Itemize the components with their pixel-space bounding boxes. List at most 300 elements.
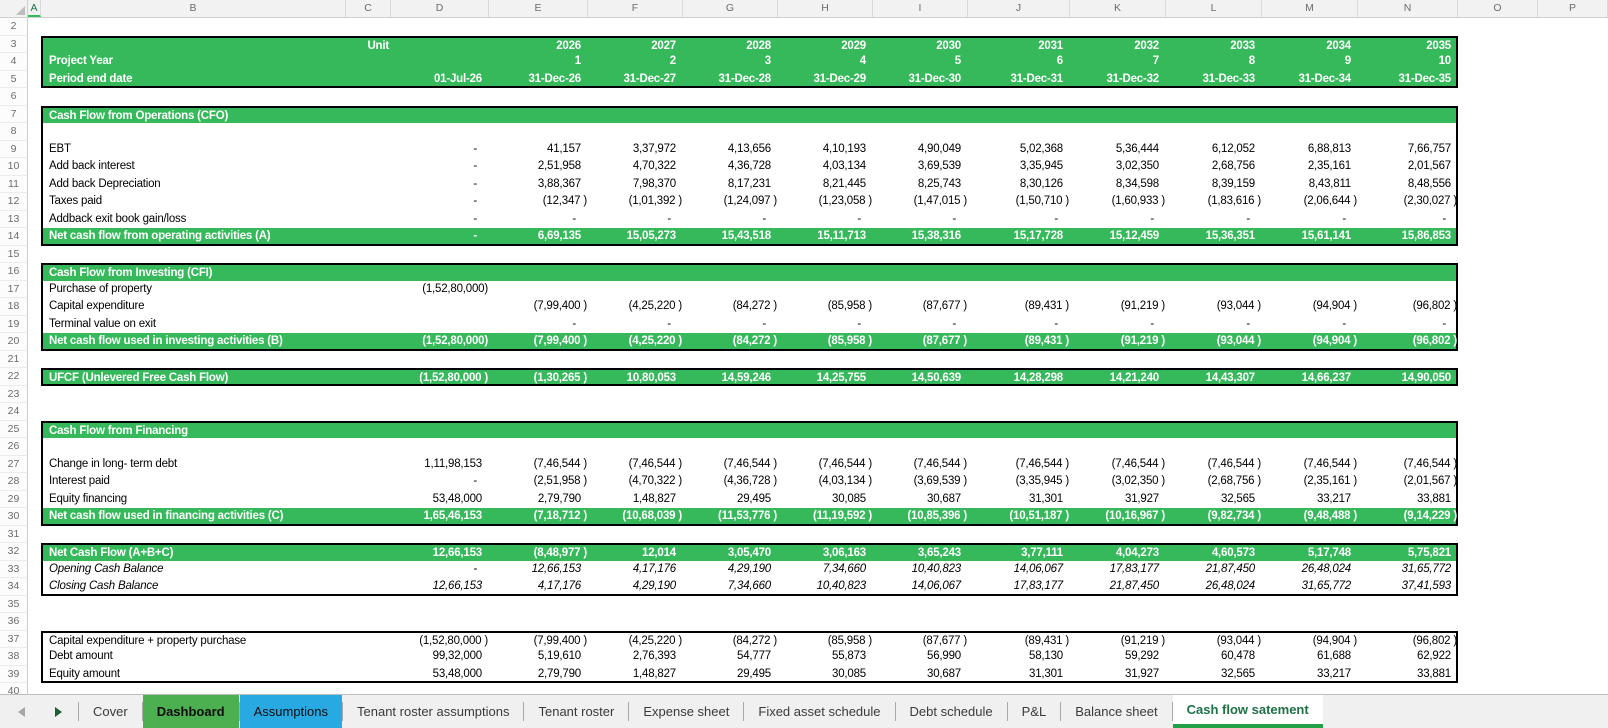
cell-value[interactable]: 3 xyxy=(764,55,771,67)
cell-value[interactable]: (94,904 ) xyxy=(1312,335,1357,347)
cell-value[interactable]: (7,46,544 ) xyxy=(628,457,682,470)
cell-unit[interactable] xyxy=(348,473,393,491)
cell-value[interactable]: 10,80,053 xyxy=(626,372,676,384)
cell-value[interactable]: 15,17,728 xyxy=(1013,230,1063,242)
cell-value[interactable]: (4,25,220 ) xyxy=(628,335,682,347)
cell-value[interactable]: 30,687 xyxy=(927,667,961,680)
cell-value[interactable]: 8,25,743 xyxy=(917,177,961,190)
cell-value[interactable]: (84,272 ) xyxy=(732,335,777,347)
cell-value[interactable]: 6,69,135 xyxy=(537,230,581,242)
column-header-n[interactable]: N xyxy=(1358,0,1458,17)
cell-value[interactable]: 2028 xyxy=(746,39,771,52)
column-a-spacer[interactable] xyxy=(28,176,41,194)
cell-value[interactable]: 29,495 xyxy=(737,667,771,680)
cell-value[interactable]: (11,19,592 ) xyxy=(813,510,872,522)
sheet-tab-fixed-asset-schedule[interactable]: Fixed asset schedule xyxy=(758,704,881,719)
cell-value[interactable]: 10,40,823 xyxy=(911,562,961,575)
cell-value[interactable]: 2033 xyxy=(1230,39,1255,52)
cell-value[interactable]: (93,044 ) xyxy=(1216,335,1261,347)
column-a-spacer[interactable] xyxy=(28,421,41,439)
cell-value[interactable]: (1,30,265 ) xyxy=(533,372,587,384)
cell-label[interactable]: Net cash flow used in investing activities (B) xyxy=(49,335,283,347)
cell-value[interactable]: (7,46,544 ) xyxy=(1111,457,1165,470)
cell-unit[interactable] xyxy=(348,438,393,456)
cell-value[interactable]: (10,16,967 ) xyxy=(1105,510,1165,522)
cell-value[interactable]: 2027 xyxy=(651,39,676,52)
cell-value[interactable]: - xyxy=(473,230,477,242)
cell-value[interactable]: 15,61,141 xyxy=(1301,230,1351,242)
cell-value[interactable]: - xyxy=(473,195,477,207)
cell-value[interactable]: - xyxy=(473,562,477,575)
cell-value[interactable]: - xyxy=(1442,317,1446,330)
section-title[interactable]: Cash Flow from Investing (CFI) xyxy=(49,267,213,279)
cell-value[interactable]: - xyxy=(1342,212,1346,225)
cell-value[interactable]: 15,05,273 xyxy=(626,230,676,242)
cell-value[interactable]: (3,35,945 ) xyxy=(1015,475,1069,487)
cell-value[interactable]: 12,014 xyxy=(642,547,676,559)
column-a-spacer[interactable] xyxy=(28,88,41,106)
column-a-spacer[interactable] xyxy=(28,508,41,526)
cell-value[interactable]: 31-Dec-27 xyxy=(623,72,676,85)
cell-value[interactable]: - xyxy=(952,212,956,225)
cell-value[interactable]: 3,37,972 xyxy=(632,142,676,155)
column-a-spacer[interactable] xyxy=(28,578,41,596)
sheet-tab-p-l[interactable]: P&L xyxy=(1021,704,1047,719)
cell-value[interactable]: - xyxy=(857,317,861,330)
cell-value[interactable] xyxy=(393,298,491,316)
cell-value[interactable] xyxy=(1264,281,1360,299)
cell-value[interactable] xyxy=(1168,438,1264,456)
column-a-spacer[interactable] xyxy=(28,596,41,614)
cell-value[interactable]: 8,34,598 xyxy=(1115,177,1159,190)
row-number[interactable]: 2 xyxy=(0,18,28,36)
cell-value[interactable]: 2026 xyxy=(556,39,581,52)
cell-value[interactable] xyxy=(393,316,491,334)
cell-value[interactable]: 4,60,573 xyxy=(1211,547,1255,559)
cell-label[interactable]: Add back interest xyxy=(49,160,135,172)
cell-value[interactable] xyxy=(1168,123,1264,141)
column-a-spacer[interactable] xyxy=(28,666,41,684)
cell-value[interactable]: 5,75,821 xyxy=(1407,547,1451,559)
cell-label[interactable]: Period end date xyxy=(49,72,133,85)
cell-value[interactable]: (1,60,933 ) xyxy=(1111,195,1165,207)
column-a-spacer[interactable] xyxy=(28,246,41,264)
cell-value[interactable]: (8,48,977 ) xyxy=(533,547,587,559)
cell-value[interactable]: 1,48,827 xyxy=(632,492,676,505)
cell-value[interactable]: - xyxy=(473,475,477,487)
cell-value[interactable]: (85,958 ) xyxy=(827,634,872,647)
cell-value[interactable]: 10,40,823 xyxy=(816,580,866,592)
cell-value[interactable]: (10,85,396 ) xyxy=(907,510,967,522)
cell-value[interactable] xyxy=(1360,438,1460,456)
cell-value[interactable]: (12,347 ) xyxy=(542,195,587,207)
cell-value[interactable]: 7,66,757 xyxy=(1407,142,1451,155)
column-a-spacer[interactable] xyxy=(28,123,41,141)
cell-value[interactable]: 31,65,772 xyxy=(1301,580,1351,592)
cell-value[interactable]: 31-Dec-29 xyxy=(813,72,866,85)
cell-value[interactable]: 1,11,98,153 xyxy=(424,457,482,470)
cell-value[interactable]: 3,65,243 xyxy=(917,547,961,559)
cell-value[interactable]: (9,48,488 ) xyxy=(1303,510,1357,522)
row-number[interactable]: 19 xyxy=(0,316,28,334)
cell-value[interactable]: (7,99,400 ) xyxy=(533,335,587,347)
cell-value[interactable]: - xyxy=(1150,317,1154,330)
column-a-spacer[interactable] xyxy=(28,193,41,211)
cell-value[interactable]: 8 xyxy=(1248,55,1255,67)
cell-value[interactable] xyxy=(590,281,685,299)
cell-value[interactable]: (87,677 ) xyxy=(922,335,967,347)
cell-label[interactable]: Opening Cash Balance xyxy=(49,562,164,575)
cell-value[interactable]: (10,51,187 ) xyxy=(1009,510,1069,522)
cell-value[interactable]: 31,301 xyxy=(1029,667,1063,680)
cell-value[interactable]: 15,12,459 xyxy=(1109,230,1159,242)
cell-value[interactable]: (7,46,544 ) xyxy=(723,457,777,470)
cell-value[interactable]: 14,43,307 xyxy=(1205,372,1255,384)
cell-value[interactable]: 14,66,237 xyxy=(1301,372,1351,384)
column-header-k[interactable]: K xyxy=(1070,0,1166,17)
cell-value[interactable]: 8,48,556 xyxy=(1407,177,1451,190)
row-number[interactable]: 27 xyxy=(0,456,28,474)
cell-value[interactable]: - xyxy=(1246,317,1250,330)
column-a-spacer[interactable] xyxy=(28,298,41,316)
column-header-o[interactable]: O xyxy=(1458,0,1538,17)
cell-value[interactable]: (1,24,097 ) xyxy=(723,195,777,207)
cell-value[interactable]: (2,35,161 ) xyxy=(1303,475,1357,487)
cell-value[interactable]: (2,51,958 ) xyxy=(533,475,587,487)
cell-value[interactable]: (9,14,229 ) xyxy=(1403,510,1457,522)
cell-value[interactable] xyxy=(1360,281,1460,299)
cell-value[interactable]: 2,01,567 xyxy=(1407,160,1451,172)
cell-value[interactable]: 17,83,177 xyxy=(1013,580,1063,592)
column-header-e[interactable]: E xyxy=(489,0,588,17)
cell-value[interactable]: (7,46,544 ) xyxy=(1303,457,1357,470)
cell-value[interactable]: 62,922 xyxy=(1417,650,1451,662)
row-number[interactable]: 4 xyxy=(0,53,28,71)
cell-value[interactable]: 6,88,813 xyxy=(1307,142,1351,155)
cell-value[interactable]: (2,06,644 ) xyxy=(1303,195,1357,207)
cell-label[interactable]: Capital expenditure + property purchase xyxy=(49,634,247,647)
column-header-m[interactable]: M xyxy=(1262,0,1358,17)
cell-value[interactable]: - xyxy=(473,212,477,225)
cell-value[interactable]: - xyxy=(762,317,766,330)
cell-value[interactable] xyxy=(685,438,780,456)
cell-value[interactable]: - xyxy=(1342,317,1346,330)
column-a-spacer[interactable] xyxy=(28,368,41,386)
cell-value[interactable]: 31-Dec-31 xyxy=(1010,72,1063,85)
cell-value[interactable]: 8,21,445 xyxy=(822,177,866,190)
cell-value[interactable]: 12,66,153 xyxy=(432,547,482,559)
row-number[interactable]: 3 xyxy=(0,36,28,54)
cell-value[interactable]: (1,01,392 ) xyxy=(628,195,682,207)
cell-value[interactable] xyxy=(1072,281,1168,299)
cell-value[interactable]: 4,03,134 xyxy=(822,160,866,172)
cell-value[interactable]: (2,01,567 ) xyxy=(1403,475,1457,487)
cell-value[interactable]: 58,130 xyxy=(1029,650,1063,662)
column-a-spacer[interactable] xyxy=(28,228,41,246)
column-a-spacer[interactable] xyxy=(28,53,41,71)
cell-value[interactable]: (7,46,544 ) xyxy=(818,457,872,470)
cell-value[interactable]: 21,87,450 xyxy=(1109,580,1159,592)
cell-value[interactable]: 8,17,231 xyxy=(727,177,771,190)
row-number[interactable]: 6 xyxy=(0,88,28,106)
row-number[interactable]: 32 xyxy=(0,543,28,561)
cell-unit[interactable] xyxy=(348,545,393,561)
cell-value[interactable]: (1,52,80,000) xyxy=(422,282,488,295)
column-header-h[interactable]: H xyxy=(778,0,873,17)
column-header-a[interactable]: A xyxy=(28,0,41,17)
cell-value[interactable]: 53,48,000 xyxy=(432,667,482,680)
cell-label[interactable]: Debt amount xyxy=(49,650,113,662)
chevron-left-icon[interactable] xyxy=(18,707,25,717)
cell-value[interactable]: 4,29,190 xyxy=(727,562,771,575)
cell-value[interactable]: (93,044 ) xyxy=(1216,300,1261,312)
cell-value[interactable]: 4,90,049 xyxy=(917,142,961,155)
cell-value[interactable]: 26,48,024 xyxy=(1301,562,1351,575)
cell-value[interactable]: 7,98,370 xyxy=(632,177,676,190)
row-number[interactable]: 17 xyxy=(0,281,28,299)
cell-label[interactable]: Project Year xyxy=(49,55,113,67)
cell-label[interactable]: Net cash flow from operating activities (A) xyxy=(49,230,271,242)
cell-value[interactable]: 31-Dec-33 xyxy=(1202,72,1255,85)
cell-label[interactable] xyxy=(43,123,348,141)
row-number[interactable]: 36 xyxy=(0,613,28,631)
column-header-j[interactable]: J xyxy=(968,0,1070,17)
cell-value[interactable]: 2,51,958 xyxy=(537,160,581,172)
cell-value[interactable]: (1,50,710 ) xyxy=(1015,195,1069,207)
cell-value[interactable] xyxy=(393,438,491,456)
cell-value[interactable]: 31-Dec-30 xyxy=(908,72,961,85)
cell-value[interactable]: 2,79,790 xyxy=(537,667,581,680)
row-number[interactable]: 16 xyxy=(0,263,28,281)
cell-value[interactable]: (1,83,616 ) xyxy=(1207,195,1261,207)
cell-value[interactable]: 15,36,351 xyxy=(1205,230,1255,242)
column-a-spacer[interactable] xyxy=(28,456,41,474)
column-a-spacer[interactable] xyxy=(28,631,41,649)
cell-unit[interactable] xyxy=(348,123,393,141)
row-number[interactable]: 24 xyxy=(0,403,28,421)
cell-value[interactable] xyxy=(590,438,685,456)
cell-value[interactable]: (96,802 ) xyxy=(1412,300,1457,312)
cell-value[interactable]: 14,90,050 xyxy=(1401,372,1451,384)
cell-value[interactable] xyxy=(590,123,685,141)
column-a-spacer[interactable] xyxy=(28,403,41,421)
column-a-spacer[interactable] xyxy=(28,106,41,124)
column-a-spacer[interactable] xyxy=(28,71,41,89)
cell-value[interactable]: (85,958 ) xyxy=(827,300,872,312)
cell-value[interactable]: - xyxy=(667,317,671,330)
sheet-tab-tenant-roster[interactable]: Tenant roster xyxy=(538,704,615,719)
row-number[interactable]: 11 xyxy=(0,176,28,194)
sheet-tab-assumptions[interactable]: Assumptions xyxy=(240,695,342,728)
row-number[interactable]: 20 xyxy=(0,333,28,351)
cell-value[interactable]: (96,802 ) xyxy=(1412,335,1457,347)
cell-label[interactable]: Terminal value on exit xyxy=(49,317,156,330)
cell-value[interactable]: (2,68,756 ) xyxy=(1207,475,1261,487)
cell-value[interactable]: 7,34,660 xyxy=(822,562,866,575)
column-a-spacer[interactable] xyxy=(28,18,41,36)
select-all-corner[interactable] xyxy=(0,0,28,17)
cell-value[interactable]: 4 xyxy=(859,55,866,67)
cell-value[interactable] xyxy=(393,53,491,71)
cell-value[interactable]: (7,99,400 ) xyxy=(533,634,587,647)
column-header-c[interactable]: C xyxy=(346,0,391,17)
cell-value[interactable]: (94,904 ) xyxy=(1312,634,1357,647)
cell-value[interactable]: 2032 xyxy=(1134,39,1159,52)
cell-value[interactable]: (4,25,220 ) xyxy=(628,300,682,312)
cell-value[interactable]: 1 xyxy=(574,55,581,67)
cell-value[interactable]: (3,69,539 ) xyxy=(913,475,967,487)
cell-value[interactable] xyxy=(491,281,590,299)
cell-value[interactable]: 33,217 xyxy=(1317,667,1351,680)
cell-unit[interactable] xyxy=(348,508,393,524)
cell-value[interactable] xyxy=(1072,438,1168,456)
sheet-tab-balance-sheet[interactable]: Balance sheet xyxy=(1075,704,1158,719)
cell-value[interactable]: 4,13,656 xyxy=(727,142,771,155)
cell-value[interactable]: 14,06,067 xyxy=(911,580,961,592)
cell-value[interactable] xyxy=(780,438,875,456)
section-title[interactable]: Cash Flow from Financing xyxy=(49,424,188,437)
cell-value[interactable]: 2029 xyxy=(841,39,866,52)
cell-value[interactable]: 2,35,161 xyxy=(1307,160,1351,172)
cell-value[interactable]: 3,05,470 xyxy=(727,547,771,559)
cell-value[interactable]: 56,990 xyxy=(927,650,961,662)
cell-value[interactable]: (85,958 ) xyxy=(827,335,872,347)
cell-value[interactable]: (1,52,80,000 ) xyxy=(419,634,488,647)
cell-value[interactable]: 14,25,755 xyxy=(816,372,866,384)
cell-value[interactable]: (89,431 ) xyxy=(1024,300,1069,312)
cell-value[interactable]: (4,03,134 ) xyxy=(818,475,872,487)
cell-value[interactable]: (94,904 ) xyxy=(1312,300,1357,312)
cell-value[interactable]: 7,34,660 xyxy=(727,580,771,592)
cell-value[interactable]: 8,30,126 xyxy=(1019,177,1063,190)
column-a-spacer[interactable] xyxy=(28,333,41,351)
row-number[interactable]: 8 xyxy=(0,123,28,141)
row-number[interactable]: 22 xyxy=(0,368,28,386)
cell-value[interactable]: - xyxy=(1054,317,1058,330)
cell-value[interactable]: 1,65,46,153 xyxy=(423,510,482,522)
row-number[interactable]: 9 xyxy=(0,141,28,159)
cell-value[interactable]: - xyxy=(857,212,861,225)
cell-value[interactable]: 30,085 xyxy=(832,667,866,680)
column-header-l[interactable]: L xyxy=(1166,0,1262,17)
cell-unit[interactable] xyxy=(348,228,393,244)
cell-label[interactable]: Taxes paid xyxy=(49,195,102,207)
cell-unit[interactable] xyxy=(348,281,393,299)
cell-value[interactable]: (1,47,015 ) xyxy=(913,195,967,207)
sheet-tab-dashboard[interactable]: Dashboard xyxy=(143,695,239,728)
row-number[interactable]: 35 xyxy=(0,596,28,614)
cell-value[interactable] xyxy=(1264,123,1360,141)
cell-value[interactable]: 32,565 xyxy=(1221,667,1255,680)
cell-label[interactable]: Purchase of property xyxy=(49,282,152,295)
cell-value[interactable]: 33,881 xyxy=(1417,667,1451,680)
cell-label[interactable]: Add back Depreciation xyxy=(49,177,161,190)
cell-value[interactable]: 8,43,811 xyxy=(1308,177,1351,190)
cell-value[interactable]: 6,12,052 xyxy=(1211,142,1255,155)
cell-value[interactable]: 31,927 xyxy=(1125,667,1159,680)
row-number[interactable]: 37 xyxy=(0,631,28,649)
cell-value[interactable]: (1,52,80,000 ) xyxy=(419,372,488,384)
column-header-b[interactable]: B xyxy=(41,0,346,17)
cell-value[interactable]: 2,79,790 xyxy=(537,492,581,505)
cell-value[interactable]: 15,11,713 xyxy=(817,230,866,242)
row-number[interactable]: 23 xyxy=(0,386,28,404)
cell-unit[interactable] xyxy=(348,176,393,194)
cell-unit[interactable] xyxy=(348,456,393,474)
cell-value[interactable]: 6 xyxy=(1056,55,1063,67)
cell-value[interactable]: (7,46,544 ) xyxy=(1207,457,1261,470)
cell-value[interactable] xyxy=(491,438,590,456)
row-number[interactable]: 14 xyxy=(0,228,28,246)
cell-value[interactable]: - xyxy=(1246,212,1250,225)
row-number[interactable]: 40 xyxy=(0,683,28,694)
cell-value[interactable]: 3,77,111 xyxy=(1021,547,1063,559)
cell-unit[interactable] xyxy=(348,578,393,594)
cell-value[interactable]: 4,36,728 xyxy=(727,160,771,172)
cell-label[interactable]: Net cash flow used in financing activities (C) xyxy=(49,510,284,522)
cell-value[interactable]: 31,301 xyxy=(1029,492,1063,505)
row-number[interactable]: 25 xyxy=(0,421,28,439)
cell-label[interactable]: Closing Cash Balance xyxy=(49,580,159,592)
cell-value[interactable]: (4,70,322 ) xyxy=(628,475,682,487)
cell-value[interactable]: 31-Dec-32 xyxy=(1106,72,1159,85)
column-a-spacer[interactable] xyxy=(28,648,41,666)
section-title[interactable]: Cash Flow from Operations (CFO) xyxy=(49,109,229,122)
cell-value[interactable]: (93,044 ) xyxy=(1216,634,1261,647)
cell-value[interactable]: 14,50,639 xyxy=(911,372,961,384)
column-a-spacer[interactable] xyxy=(28,526,41,544)
column-a-spacer[interactable] xyxy=(28,543,41,561)
row-number[interactable]: 29 xyxy=(0,491,28,509)
cell-value[interactable]: 2030 xyxy=(936,39,961,52)
cell-value[interactable]: 5,17,748 xyxy=(1307,547,1351,559)
cell-label[interactable]: EBT xyxy=(49,142,71,155)
cell-unit[interactable] xyxy=(348,648,393,666)
cell-value[interactable]: (1,23,058 ) xyxy=(818,195,872,207)
column-header-i[interactable]: I xyxy=(873,0,968,17)
cell-value[interactable] xyxy=(685,123,780,141)
cell-value[interactable]: 2035 xyxy=(1426,39,1451,52)
cell-value[interactable]: - xyxy=(572,212,576,225)
cell-label[interactable]: Interest paid xyxy=(49,475,110,487)
row-number[interactable]: 5 xyxy=(0,71,28,89)
cell-label[interactable]: Capital expenditure xyxy=(49,300,145,312)
cell-value[interactable]: (7,46,544 ) xyxy=(533,457,587,470)
cell-value[interactable]: (2,30,027 ) xyxy=(1403,195,1457,207)
cell-value[interactable]: 99,32,000 xyxy=(432,650,482,662)
cell-label[interactable] xyxy=(43,38,348,54)
cell-value[interactable]: 60,478 xyxy=(1221,650,1255,662)
cell-value[interactable]: 2034 xyxy=(1326,39,1351,52)
cell-value[interactable]: 2,76,393 xyxy=(632,650,676,662)
column-a-spacer[interactable] xyxy=(28,491,41,509)
cell-value[interactable]: - xyxy=(1150,212,1154,225)
cell-value[interactable]: 54,777 xyxy=(737,650,771,662)
column-a-spacer[interactable] xyxy=(28,561,41,579)
cell-value[interactable]: 5,02,368 xyxy=(1019,142,1063,155)
cell-value[interactable]: (10,68,039 ) xyxy=(622,510,682,522)
cell-value[interactable]: 17,83,177 xyxy=(1109,562,1159,575)
sheet-tab-expense-sheet[interactable]: Expense sheet xyxy=(643,704,730,719)
cell-value[interactable]: (7,46,544 ) xyxy=(1403,457,1457,470)
cell-value[interactable]: 5,36,444 xyxy=(1115,142,1159,155)
cell-unit[interactable] xyxy=(348,53,393,71)
cell-value[interactable]: 29,495 xyxy=(737,492,771,505)
sheet-tab-debt-schedule[interactable]: Debt schedule xyxy=(909,704,993,719)
cell-value[interactable]: 8,39,159 xyxy=(1211,177,1255,190)
cell-value[interactable]: 4,17,176 xyxy=(537,580,581,592)
cell-value[interactable]: (1,52,80,000) xyxy=(422,335,488,347)
